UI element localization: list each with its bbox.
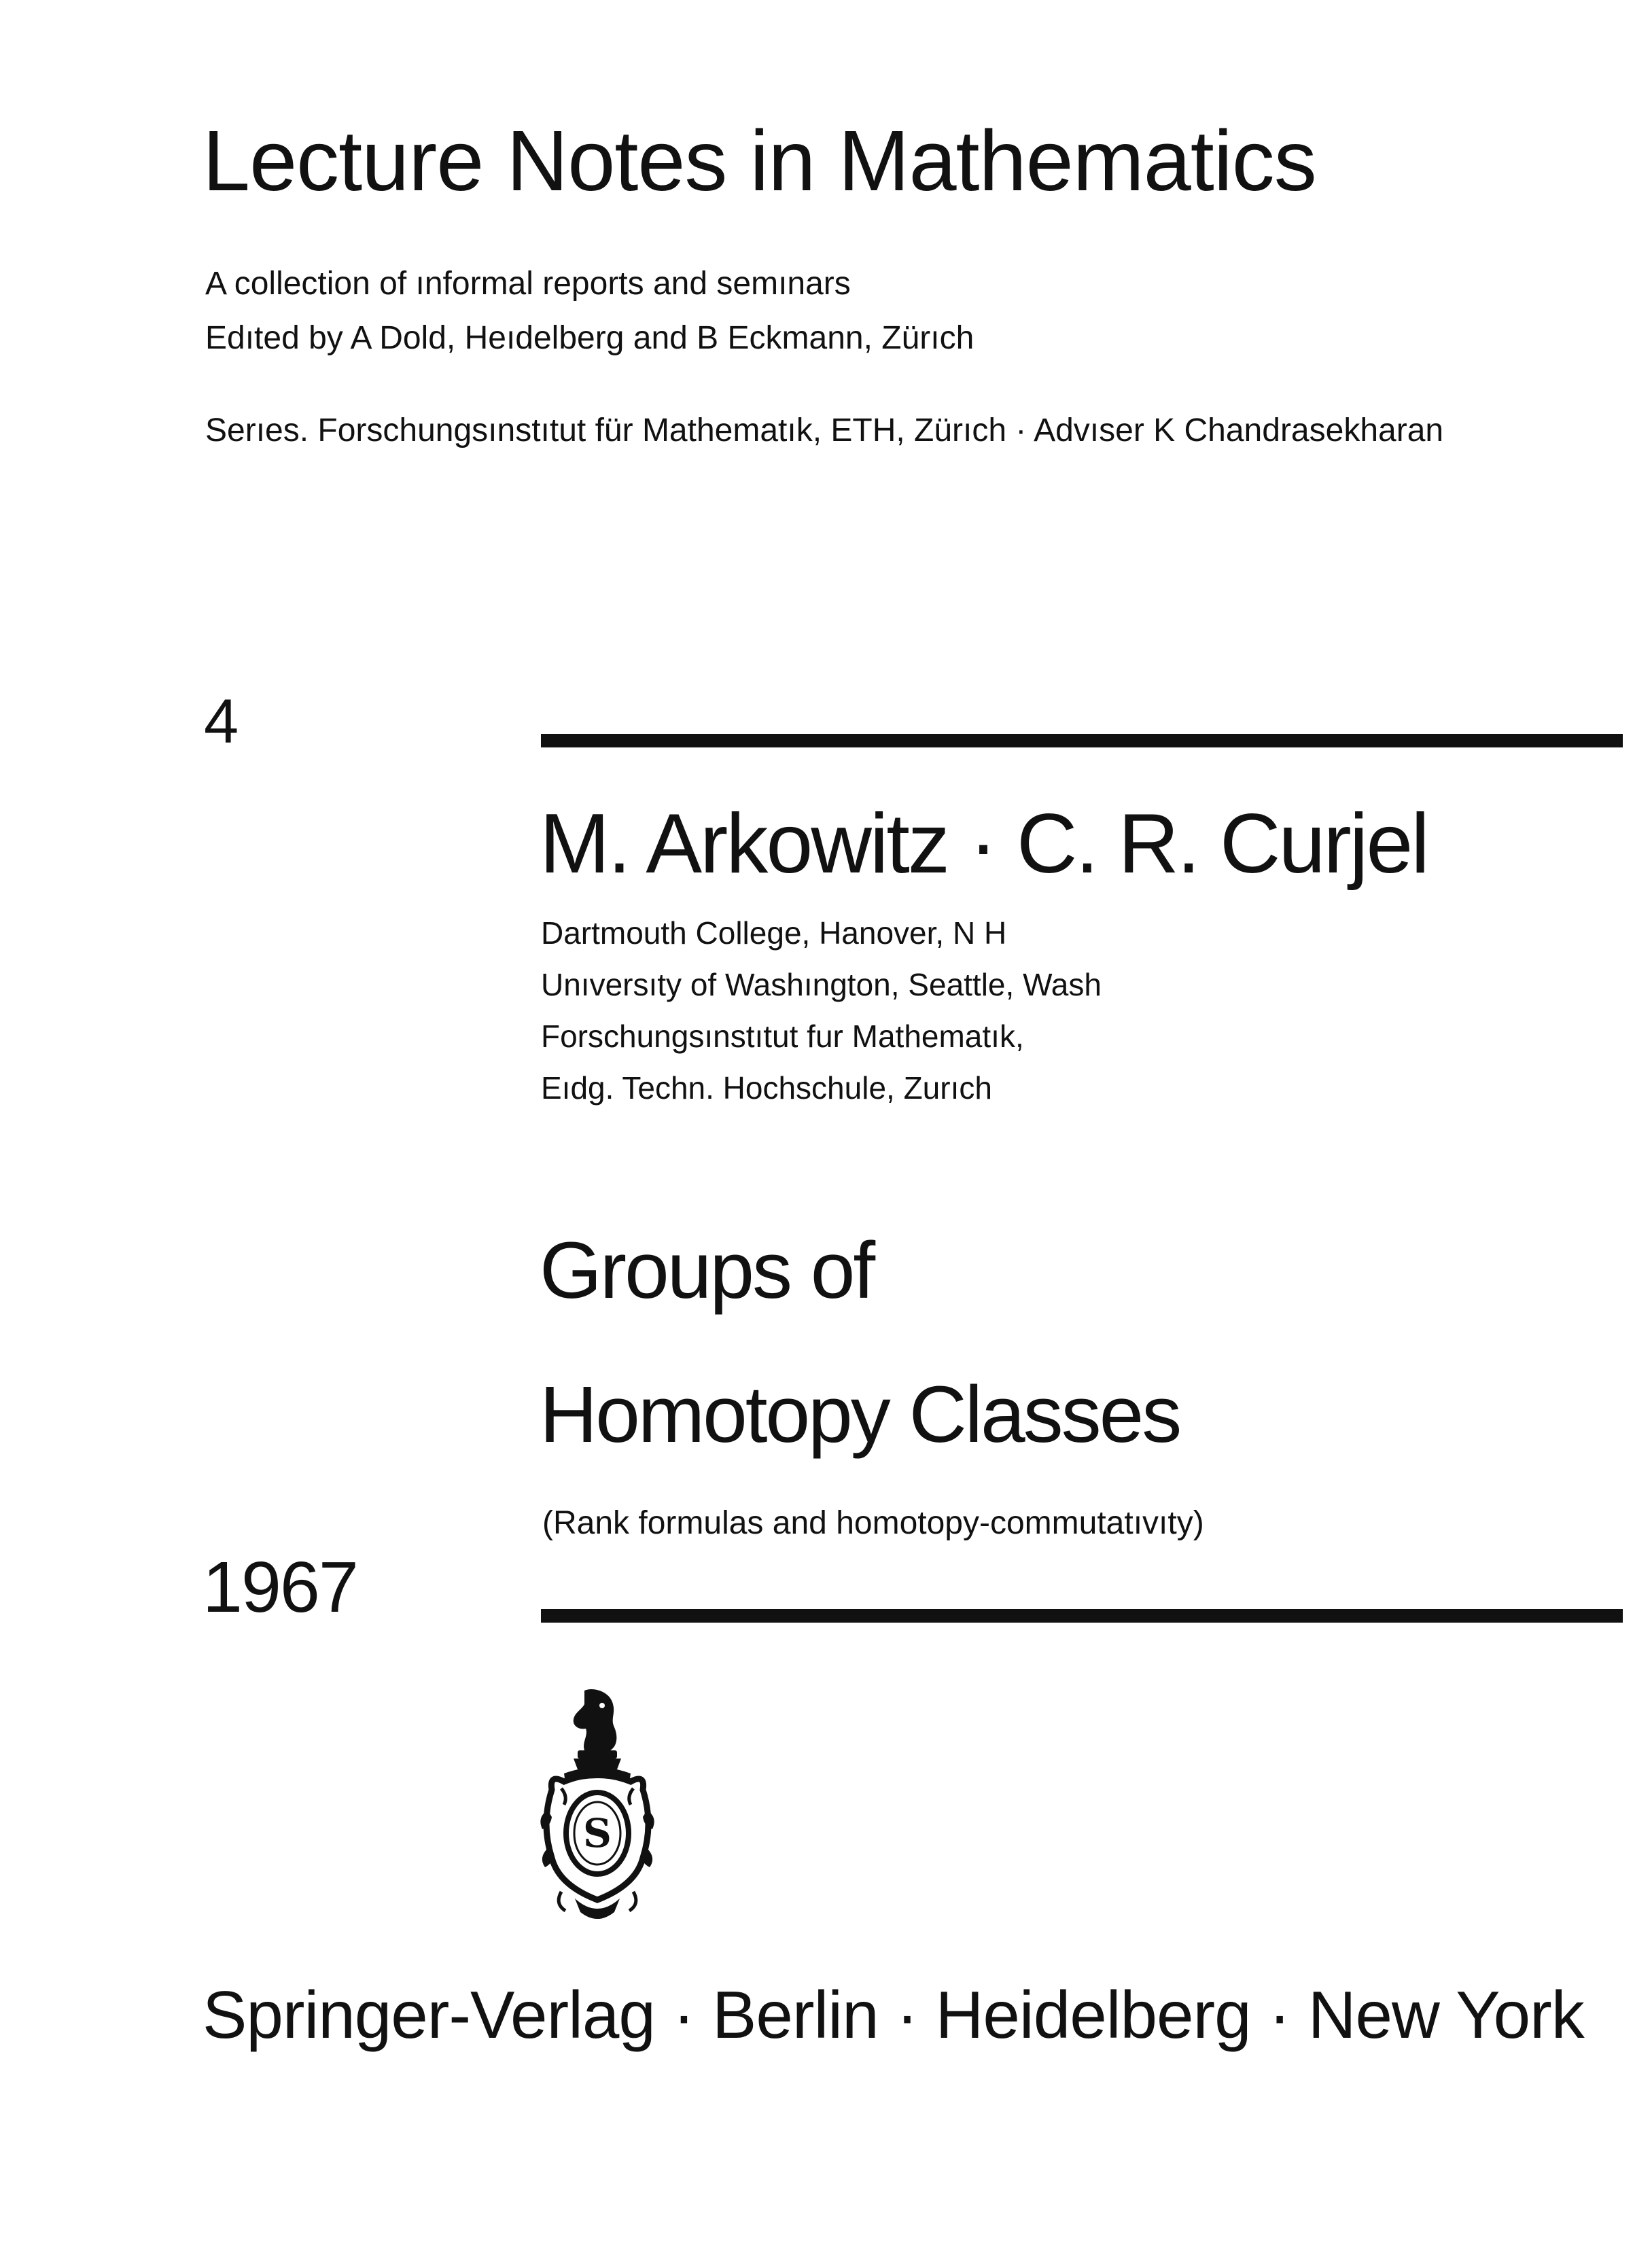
- authors: M. Arkowitz · C. R. Curjel: [540, 797, 1428, 891]
- book-subtitle: (Rank formulas and homotopy-commutatıvıty): [542, 1505, 1204, 1541]
- publication-year: 1967: [203, 1547, 357, 1627]
- affiliation-3: Forschungsınstıtut fur Mathematık,: [541, 1019, 1024, 1054]
- book-title-line-2: Homotopy Classes: [540, 1370, 1180, 1460]
- publisher: Springer-Verlag · Berlin · Heidelberg · New York: [203, 1977, 1584, 2052]
- bottom-rule: [541, 1609, 1623, 1623]
- volume-number: 4: [204, 687, 239, 756]
- series-description: A collection of ınformal reports and semınars: [205, 266, 851, 302]
- logo-monogram: S: [583, 1810, 612, 1856]
- affiliation-4: Eıdg. Techn. Hochschule, Zurıch: [541, 1070, 992, 1106]
- affiliation-2: Unıversıty of Washıngton, Seattle, Wash: [541, 967, 1102, 1002]
- affiliation-1: Dartmouth College, Hanover, N H: [541, 915, 1007, 951]
- top-rule: [541, 734, 1623, 747]
- series-info: Serıes. Forschungsınstıtut für Mathematık, ETH, Zürıch · Advıser K Chandrasekharan: [205, 412, 1444, 448]
- book-title-line-1: Groups of: [540, 1226, 874, 1315]
- springer-logo-icon: [534, 1688, 661, 1927]
- series-editors: Edıted by A Dold, Heıdelberg and B Eckmann, Zürıch: [205, 320, 974, 356]
- series-title: Lecture Notes in Mathematics: [203, 113, 1316, 209]
